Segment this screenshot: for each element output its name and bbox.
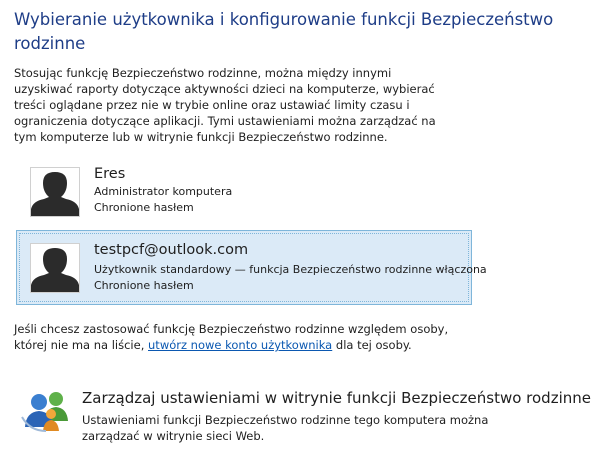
user-name: testpcf@outlook.com: [94, 242, 249, 258]
page-title: Wybieranie użytkownika i konfigurowanie funkcji Bezpieczeństwo rodzinne: [14, 10, 554, 53]
user-protection: Chronione hasłem: [94, 201, 194, 214]
user-avatar-icon: [30, 243, 80, 293]
manage-settings-description: Ustawieniami funkcji Bezpieczeństwo rodzinne tego komputera można zarządzać w witrynie sieci Web.: [82, 413, 489, 443]
user-item-testpcf[interactable]: [30, 242, 487, 293]
user-name: Eres: [94, 166, 126, 182]
create-account-note: [14, 321, 454, 353]
family-safety-icon[interactable]: [20, 387, 72, 433]
user-role: Administrator komputera: [94, 185, 233, 198]
user-avatar-icon: [30, 167, 80, 217]
note-text-after: dla tej osoby.: [332, 338, 412, 352]
user-role: Użytkownik standardowy — funkcja Bezpieczeństwo rodzinne włączona: [94, 263, 487, 276]
user-item-eres[interactable]: [30, 167, 330, 217]
note-text-before: Jeśli chcesz zastosować funkcję Bezpieczeństwo rodzinne względem osoby, której nie ma na liście,: [14, 322, 449, 352]
user-protection: Chronione hasłem: [94, 279, 194, 292]
manage-settings-link[interactable]: Zarządzaj ustawieniami w witrynie funkcji Bezpieczeństwo rodzinne: [82, 389, 591, 407]
intro-text: Stosując funkcję Bezpieczeństwo rodzinne, można między innymi uzyskiwać raporty dotyczące aktywności dzieci na komputerze, wybierać treści oglądane przez nie w trybie online oraz ustawiać limity czasu i ograniczenia dotyczące aplikacji. Tymi ustawieniami można zarządzać na tym komputerze lub w witrynie funkcji Bezpieczeństwo rodzinne.: [14, 66, 436, 144]
create-account-link[interactable]: utwórz nowe konto użytkownika: [148, 338, 333, 352]
